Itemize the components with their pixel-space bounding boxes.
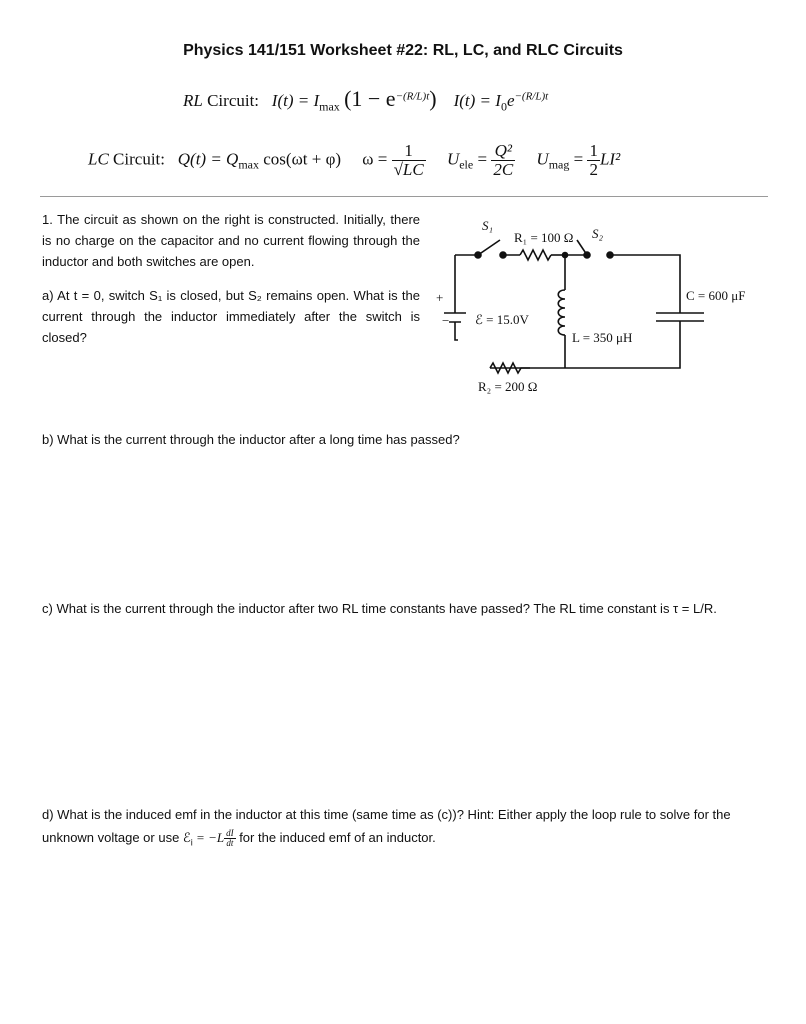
page-title: Physics 141/151 Worksheet #22: RL, LC, and RLC Circuits [183,42,623,59]
question-d-fraction [224,829,236,849]
uele-fraction [491,142,515,179]
rl-eq1-left: I(t) = I [271,91,320,110]
lc-cos: cos(ωt + φ) [263,149,342,169]
rl-formula-line [183,86,548,114]
rl-eq2-sub: 0 [500,99,507,114]
umag-eq: = [573,149,584,169]
uele-den: 2C [493,159,514,179]
label-r1: R₁ = 100 Ω [514,230,574,245]
uele-sub: ele [459,157,474,172]
resistor-r1 [520,250,551,260]
circuit-diagram [430,210,780,400]
omega-den: √LC [393,159,424,179]
rl-eq1-close: ) [429,86,437,111]
umag-den: 2 [589,159,598,179]
question-d-line1: d) What is the induced emf in the inductor at this time (same time as (c))? Hint: Either apply the loop rule to solve for the [42,807,731,822]
question-d-sub: i [190,837,193,848]
omega-fraction [392,142,426,179]
label-emf: ℰ = 15.0V [475,312,529,327]
label-minus: − [442,313,450,328]
wire-s2-right [610,255,680,313]
rl-circuit-word: Circuit: [207,91,260,110]
umag-sub: mag [548,157,570,172]
label-capacitor: C = 600 μF [686,288,746,303]
umag-u: U [536,149,549,169]
question-d-eq: = −L [192,830,225,845]
uele-eq: = [477,149,488,169]
label-r2: R₂ = 200 Ω [478,379,538,394]
label-inductor: L = 350 μH [572,330,633,345]
question-b: b) What is the current through the inductor after a long time has passed? [42,432,460,447]
uele-num: Q² [491,142,515,161]
wire-left-top [455,255,478,313]
resistor-r2 [490,363,530,373]
question-d-pre: unknown voltage or use ℰ [42,830,191,845]
rl-eq2-left: I(t) = I [453,91,501,110]
rl-eq1-sub: max [319,99,340,114]
question-c: c) What is the current through the inductor after two RL time constants have passed? The RL time constant is τ = L/R. [42,601,717,616]
rl-eq2-exp: −(R/L)t [514,90,549,103]
label-s1: S₁ [482,218,494,233]
question-a: a) At t = 0, switch S₁ is closed, but S₂ remains open. What is the current through the inductor immediately after the switch is closed? [42,288,420,345]
lc-sub: max [238,157,259,172]
wire-left-bottom [455,322,458,340]
rl-label: RL [183,91,203,110]
question-d-den: dt [226,838,234,849]
omega-num: 1 [392,142,426,161]
label-plus: + [436,290,444,305]
umag-num: 1 [589,141,598,160]
question-d-line2 [42,827,436,854]
umag-fraction [587,142,600,179]
lc-eq: Q(t) = Q [177,149,239,169]
rl-eq2-e: e [506,91,515,110]
inductor-l [558,290,565,335]
question-d-num: dI [226,827,234,838]
capacitor-c [656,313,704,321]
problem-intro: 1. The circuit as shown on the right is constructed. Initially, there is no charge on the capacitor and no current flowing through the inductor and both switches are open. [42,212,420,269]
question-d-post: for the induced emf of an inductor. [235,830,436,845]
lc-circuit-word: Circuit: [113,149,165,169]
lc-formula-line [88,142,620,179]
switch-s1-blade [478,240,500,255]
uele-u: U [446,149,460,169]
lc-label: LC [88,149,109,169]
rl-eq1-paren: (1 − e [344,86,396,111]
label-s2: S₂ [592,226,604,241]
rl-eq1-exp: −(R/L)t [395,90,430,103]
section-divider [40,196,768,197]
umag-rest: LI² [599,149,621,169]
switch-s2-blade [577,240,587,255]
omega-left: ω = [362,149,388,169]
